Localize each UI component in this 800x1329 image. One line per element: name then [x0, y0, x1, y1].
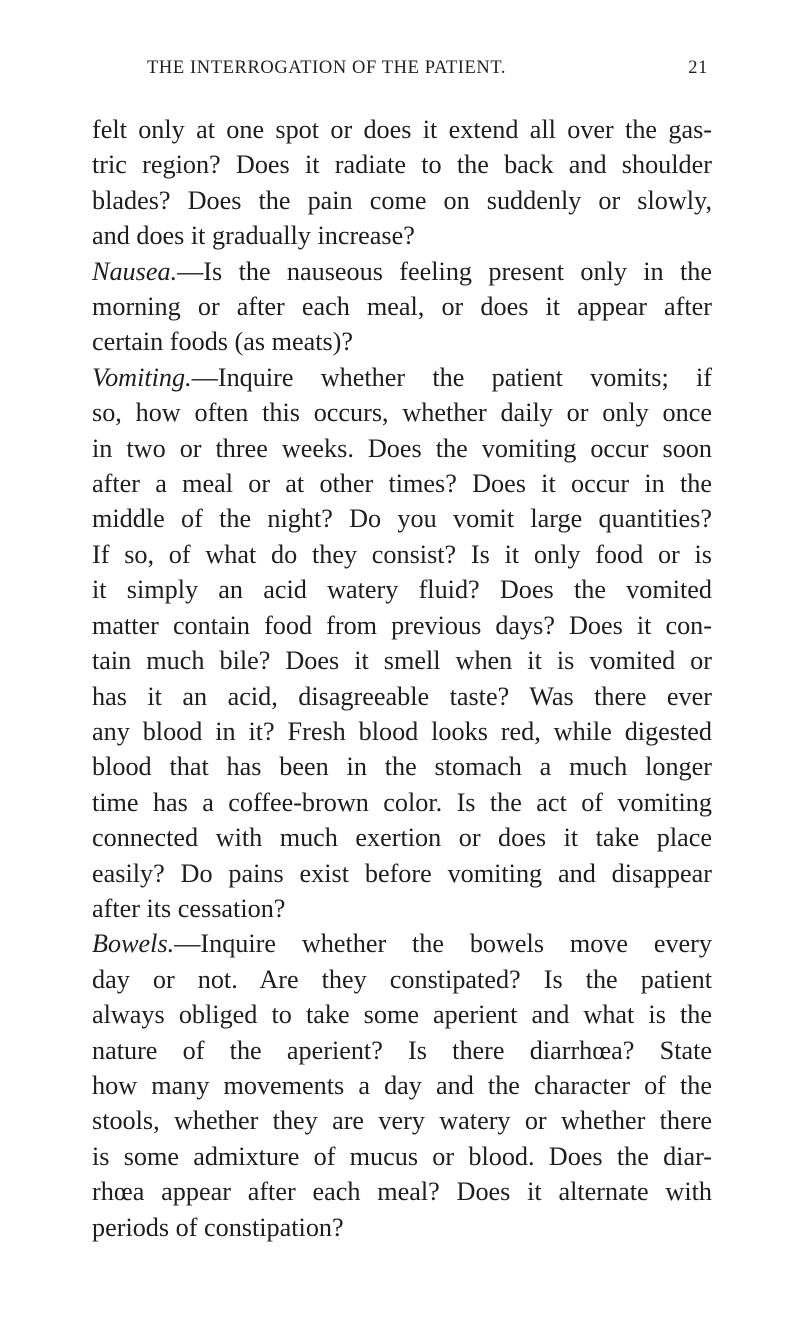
- run-in-heading-vomiting: Vomiting.: [92, 362, 192, 392]
- text-line: tric region? Does it radiate to the back and shoulder: [92, 150, 712, 180]
- text-line: blood that has been in the stomach a much longer: [92, 752, 712, 782]
- text-line: after a meal or at other times? Does it occur in the: [92, 469, 712, 499]
- text-run: —Is the nauseous feeling present only in the: [177, 256, 712, 286]
- text-line: [92, 360, 712, 395]
- text-line: connected with much exertion or does it take place: [92, 823, 712, 853]
- text-line: [92, 254, 712, 289]
- text-line: after its cessation?: [92, 893, 286, 923]
- text-line: day or not. Are they constipated? Is the patient: [92, 964, 712, 994]
- text-line: rhœa appear after each meal? Does it alternate with: [92, 1177, 712, 1207]
- text-line: has it an acid, disagreeable taste? Was there ever: [92, 681, 712, 711]
- text-line: it simply an acid watery fluid? Does the vomited: [92, 575, 712, 605]
- running-title: THE INTERROGATION OF THE PATIENT.: [147, 58, 507, 78]
- run-in-heading-nausea: Nausea.: [92, 256, 178, 286]
- text-line: stools, whether they are very watery or whether there: [92, 1106, 712, 1136]
- text-line: tain much bile? Does it smell when it is vomited or: [92, 646, 712, 676]
- text-line: always obliged to take some aperient and what is the: [92, 1000, 712, 1030]
- text-line: If so, of what do they consist? Is it only food or is: [92, 539, 712, 569]
- text-line: easily? Do pains exist before vomiting and disappear: [92, 858, 712, 888]
- text-run: —Inquire whether the bowels move every: [174, 929, 712, 959]
- text-line: periods of constipation?: [92, 1212, 344, 1242]
- text-line: in two or three weeks. Does the vomiting occur soon: [92, 433, 712, 463]
- text-line: felt only at one spot or does it extend all over the gas-: [92, 115, 712, 144]
- run-in-heading-bowels: Bowels.: [92, 929, 175, 959]
- page-number: 21: [688, 58, 708, 78]
- text-line: [92, 926, 712, 961]
- text-line: certain foods (as meats)?: [92, 327, 354, 357]
- text-line: any blood in it? Fresh blood looks red, while digested: [92, 716, 712, 746]
- text-line: is some admixture of mucus or blood. Does the diar-: [92, 1141, 712, 1171]
- text-line: nature of the aperient? Is there diarrhœa? State: [92, 1035, 712, 1065]
- text-line: time has a coffee-brown color. Is the act of vomiting: [92, 787, 712, 817]
- text-line: blades? Does the pain come on suddenly or slowly,: [92, 185, 712, 215]
- text-line: so, how often this occurs, whether daily or only once: [92, 398, 712, 428]
- body-text: [92, 112, 712, 1245]
- text-line: how many movements a day and the character of the: [92, 1070, 712, 1100]
- text-run: —Inquire whether the patient vomits; if: [191, 362, 712, 392]
- running-head: [147, 58, 708, 79]
- text-line: middle of the night? Do you vomit large quantities?: [92, 504, 712, 534]
- text-line: and does it gradually increase?: [92, 221, 415, 251]
- text-line: matter contain food from previous days? Does it con-: [92, 610, 712, 640]
- text-line: morning or after each meal, or does it appear after: [92, 292, 712, 322]
